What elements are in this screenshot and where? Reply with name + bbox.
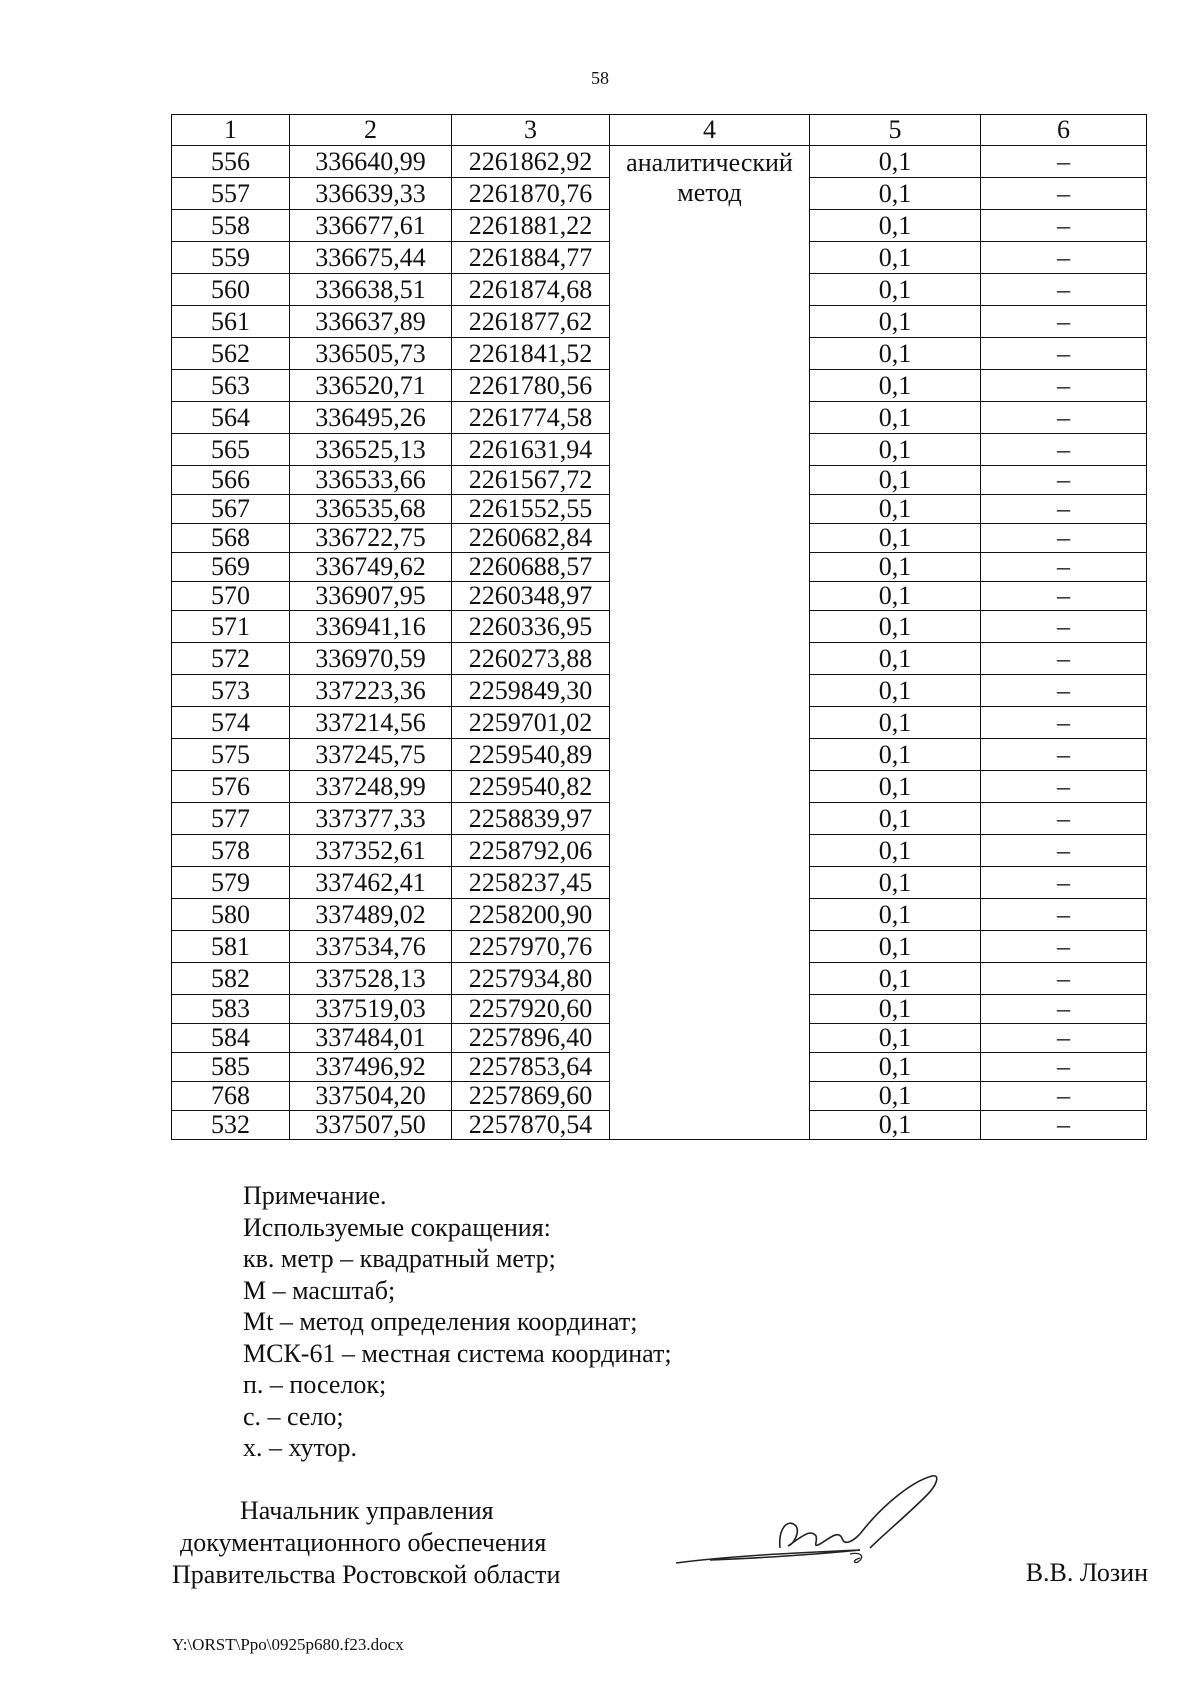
x-coordinate-cell: 336640,99 xyxy=(290,146,452,178)
accuracy-cell: 0,1 xyxy=(810,1024,981,1053)
notes-line: Используемые сокращения: xyxy=(243,1212,551,1242)
description-cell: – xyxy=(981,803,1147,835)
x-coordinate-cell: 337534,76 xyxy=(290,931,452,963)
notes-title: Примечание. xyxy=(243,1181,387,1210)
table-body xyxy=(172,146,1147,1140)
accuracy-cell: 0,1 xyxy=(810,582,981,611)
point-number-cell: 579 xyxy=(172,867,290,899)
point-number-cell: 532 xyxy=(172,1111,290,1140)
x-coordinate-cell: 337352,61 xyxy=(290,835,452,867)
y-coordinate-cell: 2257920,60 xyxy=(452,995,610,1024)
accuracy-cell: 0,1 xyxy=(810,899,981,931)
y-coordinate-cell: 2261884,77 xyxy=(452,242,610,274)
point-number-cell: 562 xyxy=(172,338,290,370)
y-coordinate-cell: 2261631,94 xyxy=(452,434,610,466)
accuracy-cell: 0,1 xyxy=(810,739,981,771)
point-number-cell: 559 xyxy=(172,242,290,274)
method-cell: аналитический метод xyxy=(610,146,810,1140)
description-cell: – xyxy=(981,338,1147,370)
point-number-cell: 577 xyxy=(172,803,290,835)
accuracy-cell: 0,1 xyxy=(810,675,981,707)
x-coordinate-cell: 337245,75 xyxy=(290,739,452,771)
description-cell: – xyxy=(981,739,1147,771)
signer-position-line: документационного обеспечения xyxy=(180,1528,547,1557)
x-coordinate-cell: 337462,41 xyxy=(290,867,452,899)
description-cell: – xyxy=(981,434,1147,466)
x-coordinate-cell: 337248,99 xyxy=(290,771,452,803)
x-coordinate-cell: 337528,13 xyxy=(290,963,452,995)
accuracy-cell: 0,1 xyxy=(810,771,981,803)
point-number-cell: 571 xyxy=(172,611,290,643)
point-number-cell: 569 xyxy=(172,553,290,582)
description-cell: – xyxy=(981,370,1147,402)
x-coordinate-cell: 337377,33 xyxy=(290,803,452,835)
notes-line: М – масштаб; xyxy=(243,1275,396,1305)
y-coordinate-cell: 2257869,60 xyxy=(452,1082,610,1111)
description-cell: – xyxy=(981,553,1147,582)
point-number-cell: 572 xyxy=(172,643,290,675)
point-number-cell: 582 xyxy=(172,963,290,995)
x-coordinate-cell: 337223,36 xyxy=(290,675,452,707)
y-coordinate-cell: 2261870,76 xyxy=(452,178,610,210)
notes-section xyxy=(243,1180,672,1464)
y-coordinate-cell: 2261874,68 xyxy=(452,274,610,306)
y-coordinate-cell: 2257934,80 xyxy=(452,963,610,995)
description-cell: – xyxy=(981,582,1147,611)
accuracy-cell: 0,1 xyxy=(810,1111,981,1140)
point-number-cell: 575 xyxy=(172,739,290,771)
point-number-cell: 585 xyxy=(172,1053,290,1082)
description-cell: – xyxy=(981,178,1147,210)
y-coordinate-cell: 2258839,97 xyxy=(452,803,610,835)
signer-name: В.В. Лозин xyxy=(1025,1558,1148,1587)
notes-line: кв. метр – квадратный метр; xyxy=(243,1244,556,1273)
column-header: 3 xyxy=(452,115,610,146)
description-cell: – xyxy=(981,1111,1147,1140)
accuracy-cell: 0,1 xyxy=(810,1082,981,1111)
point-number-cell: 564 xyxy=(172,402,290,434)
x-coordinate-cell: 336907,95 xyxy=(290,582,452,611)
accuracy-cell: 0,1 xyxy=(810,707,981,739)
accuracy-cell: 0,1 xyxy=(810,146,981,178)
y-coordinate-cell: 2258237,45 xyxy=(452,867,610,899)
accuracy-cell: 0,1 xyxy=(810,402,981,434)
x-coordinate-cell: 336941,16 xyxy=(290,611,452,643)
accuracy-cell: 0,1 xyxy=(810,242,981,274)
description-cell: – xyxy=(981,242,1147,274)
description-cell: – xyxy=(981,524,1147,553)
notes-line: с. – село; xyxy=(243,1401,344,1431)
accuracy-cell: 0,1 xyxy=(810,274,981,306)
x-coordinate-cell: 337496,92 xyxy=(290,1053,452,1082)
description-cell: – xyxy=(981,306,1147,338)
signer-position-line: Начальник управления xyxy=(240,1496,494,1525)
y-coordinate-cell: 2257896,40 xyxy=(452,1024,610,1053)
column-header: 5 xyxy=(810,115,981,146)
x-coordinate-cell: 336637,89 xyxy=(290,306,452,338)
x-coordinate-cell: 336722,75 xyxy=(290,524,452,553)
description-cell: – xyxy=(981,466,1147,495)
y-coordinate-cell: 2261877,62 xyxy=(452,306,610,338)
point-number-cell: 581 xyxy=(172,931,290,963)
y-coordinate-cell: 2260336,95 xyxy=(452,611,610,643)
description-cell: – xyxy=(981,867,1147,899)
description-cell: – xyxy=(981,995,1147,1024)
notes-line: х. – хутор. xyxy=(243,1433,358,1462)
x-coordinate-cell: 336677,61 xyxy=(290,210,452,242)
x-coordinate-cell: 336525,13 xyxy=(290,434,452,466)
accuracy-cell: 0,1 xyxy=(810,495,981,524)
y-coordinate-cell: 2261780,56 xyxy=(452,370,610,402)
y-coordinate-cell: 2260688,57 xyxy=(452,553,610,582)
accuracy-cell: 0,1 xyxy=(810,306,981,338)
point-number-cell: 578 xyxy=(172,835,290,867)
x-coordinate-cell: 337484,01 xyxy=(290,1024,452,1053)
signer-position-line: Правительства Ростовской области xyxy=(172,1560,561,1589)
point-number-cell: 580 xyxy=(172,899,290,931)
description-cell: – xyxy=(981,835,1147,867)
accuracy-cell: 0,1 xyxy=(810,611,981,643)
description-cell: – xyxy=(981,402,1147,434)
description-cell: – xyxy=(981,611,1147,643)
accuracy-cell: 0,1 xyxy=(810,553,981,582)
handwritten-signature xyxy=(670,1468,970,1578)
description-cell: – xyxy=(981,1024,1147,1053)
accuracy-cell: 0,1 xyxy=(810,963,981,995)
description-cell: – xyxy=(981,771,1147,803)
y-coordinate-cell: 2261774,58 xyxy=(452,402,610,434)
accuracy-cell: 0,1 xyxy=(810,835,981,867)
column-header: 1 xyxy=(172,115,290,146)
table-header-row xyxy=(172,115,1147,146)
point-number-cell: 567 xyxy=(172,495,290,524)
accuracy-cell: 0,1 xyxy=(810,643,981,675)
description-cell: – xyxy=(981,643,1147,675)
point-number-cell: 576 xyxy=(172,771,290,803)
x-coordinate-cell: 337519,03 xyxy=(290,995,452,1024)
y-coordinate-cell: 2261552,55 xyxy=(452,495,610,524)
point-number-cell: 563 xyxy=(172,370,290,402)
y-coordinate-cell: 2261841,52 xyxy=(452,338,610,370)
description-cell: – xyxy=(981,899,1147,931)
point-number-cell: 560 xyxy=(172,274,290,306)
accuracy-cell: 0,1 xyxy=(810,524,981,553)
x-coordinate-cell: 336520,71 xyxy=(290,370,452,402)
description-cell: – xyxy=(981,707,1147,739)
accuracy-cell: 0,1 xyxy=(810,434,981,466)
y-coordinate-cell: 2257870,54 xyxy=(452,1111,610,1140)
signature-block xyxy=(172,1495,612,1591)
x-coordinate-cell: 337504,20 xyxy=(290,1082,452,1111)
accuracy-cell: 0,1 xyxy=(810,803,981,835)
accuracy-cell: 0,1 xyxy=(810,338,981,370)
y-coordinate-cell: 2257970,76 xyxy=(452,931,610,963)
accuracy-cell: 0,1 xyxy=(810,995,981,1024)
x-coordinate-cell: 336495,26 xyxy=(290,402,452,434)
x-coordinate-cell: 336638,51 xyxy=(290,274,452,306)
table-row xyxy=(172,146,1147,178)
y-coordinate-cell: 2261881,22 xyxy=(452,210,610,242)
y-coordinate-cell: 2259701,02 xyxy=(452,707,610,739)
column-header: 4 xyxy=(610,115,810,146)
x-coordinate-cell: 336533,66 xyxy=(290,466,452,495)
point-number-cell: 574 xyxy=(172,707,290,739)
y-coordinate-cell: 2259540,89 xyxy=(452,739,610,771)
point-number-cell: 568 xyxy=(172,524,290,553)
description-cell: – xyxy=(981,1053,1147,1082)
x-coordinate-cell: 336749,62 xyxy=(290,553,452,582)
x-coordinate-cell: 337507,50 xyxy=(290,1111,452,1140)
x-coordinate-cell: 336675,44 xyxy=(290,242,452,274)
point-number-cell: 570 xyxy=(172,582,290,611)
notes-line: п. – поселок; xyxy=(243,1370,387,1399)
y-coordinate-cell: 2261567,72 xyxy=(452,466,610,495)
y-coordinate-cell: 2258792,06 xyxy=(452,835,610,867)
point-number-cell: 558 xyxy=(172,210,290,242)
y-coordinate-cell: 2257853,64 xyxy=(452,1053,610,1082)
description-cell: – xyxy=(981,931,1147,963)
point-number-cell: 565 xyxy=(172,434,290,466)
point-number-cell: 573 xyxy=(172,675,290,707)
y-coordinate-cell: 2261862,92 xyxy=(452,146,610,178)
column-header: 6 xyxy=(981,115,1147,146)
x-coordinate-cell: 337214,56 xyxy=(290,707,452,739)
point-number-cell: 768 xyxy=(172,1082,290,1111)
x-coordinate-cell: 336535,68 xyxy=(290,495,452,524)
y-coordinate-cell: 2259540,82 xyxy=(452,771,610,803)
point-number-cell: 584 xyxy=(172,1024,290,1053)
y-coordinate-cell: 2260273,88 xyxy=(452,643,610,675)
point-number-cell: 556 xyxy=(172,146,290,178)
point-number-cell: 561 xyxy=(172,306,290,338)
description-cell: – xyxy=(981,274,1147,306)
y-coordinate-cell: 2260348,97 xyxy=(452,582,610,611)
description-cell: – xyxy=(981,210,1147,242)
accuracy-cell: 0,1 xyxy=(810,867,981,899)
file-path: Y:\ORST\Ppo\0925p680.f23.docx xyxy=(172,1635,404,1654)
point-number-cell: 557 xyxy=(172,178,290,210)
accuracy-cell: 0,1 xyxy=(810,466,981,495)
accuracy-cell: 0,1 xyxy=(810,210,981,242)
y-coordinate-cell: 2260682,84 xyxy=(452,524,610,553)
accuracy-cell: 0,1 xyxy=(810,370,981,402)
description-cell: – xyxy=(981,963,1147,995)
accuracy-cell: 0,1 xyxy=(810,1053,981,1082)
notes-line: МСК-61 – местная система координат; xyxy=(243,1338,672,1368)
description-cell: – xyxy=(981,146,1147,178)
x-coordinate-cell: 336970,59 xyxy=(290,643,452,675)
coordinates-table xyxy=(171,114,1147,1140)
x-coordinate-cell: 337489,02 xyxy=(290,899,452,931)
description-cell: – xyxy=(981,675,1147,707)
x-coordinate-cell: 336639,33 xyxy=(290,178,452,210)
description-cell: – xyxy=(981,495,1147,524)
accuracy-cell: 0,1 xyxy=(810,931,981,963)
x-coordinate-cell: 336505,73 xyxy=(290,338,452,370)
description-cell: – xyxy=(981,1082,1147,1111)
point-number-cell: 566 xyxy=(172,466,290,495)
y-coordinate-cell: 2258200,90 xyxy=(452,899,610,931)
notes-line: Mt – метод определения координат; xyxy=(243,1307,638,1336)
y-coordinate-cell: 2259849,30 xyxy=(452,675,610,707)
accuracy-cell: 0,1 xyxy=(810,178,981,210)
point-number-cell: 583 xyxy=(172,995,290,1024)
column-header: 2 xyxy=(290,115,452,146)
page-number: 58 xyxy=(591,68,609,88)
